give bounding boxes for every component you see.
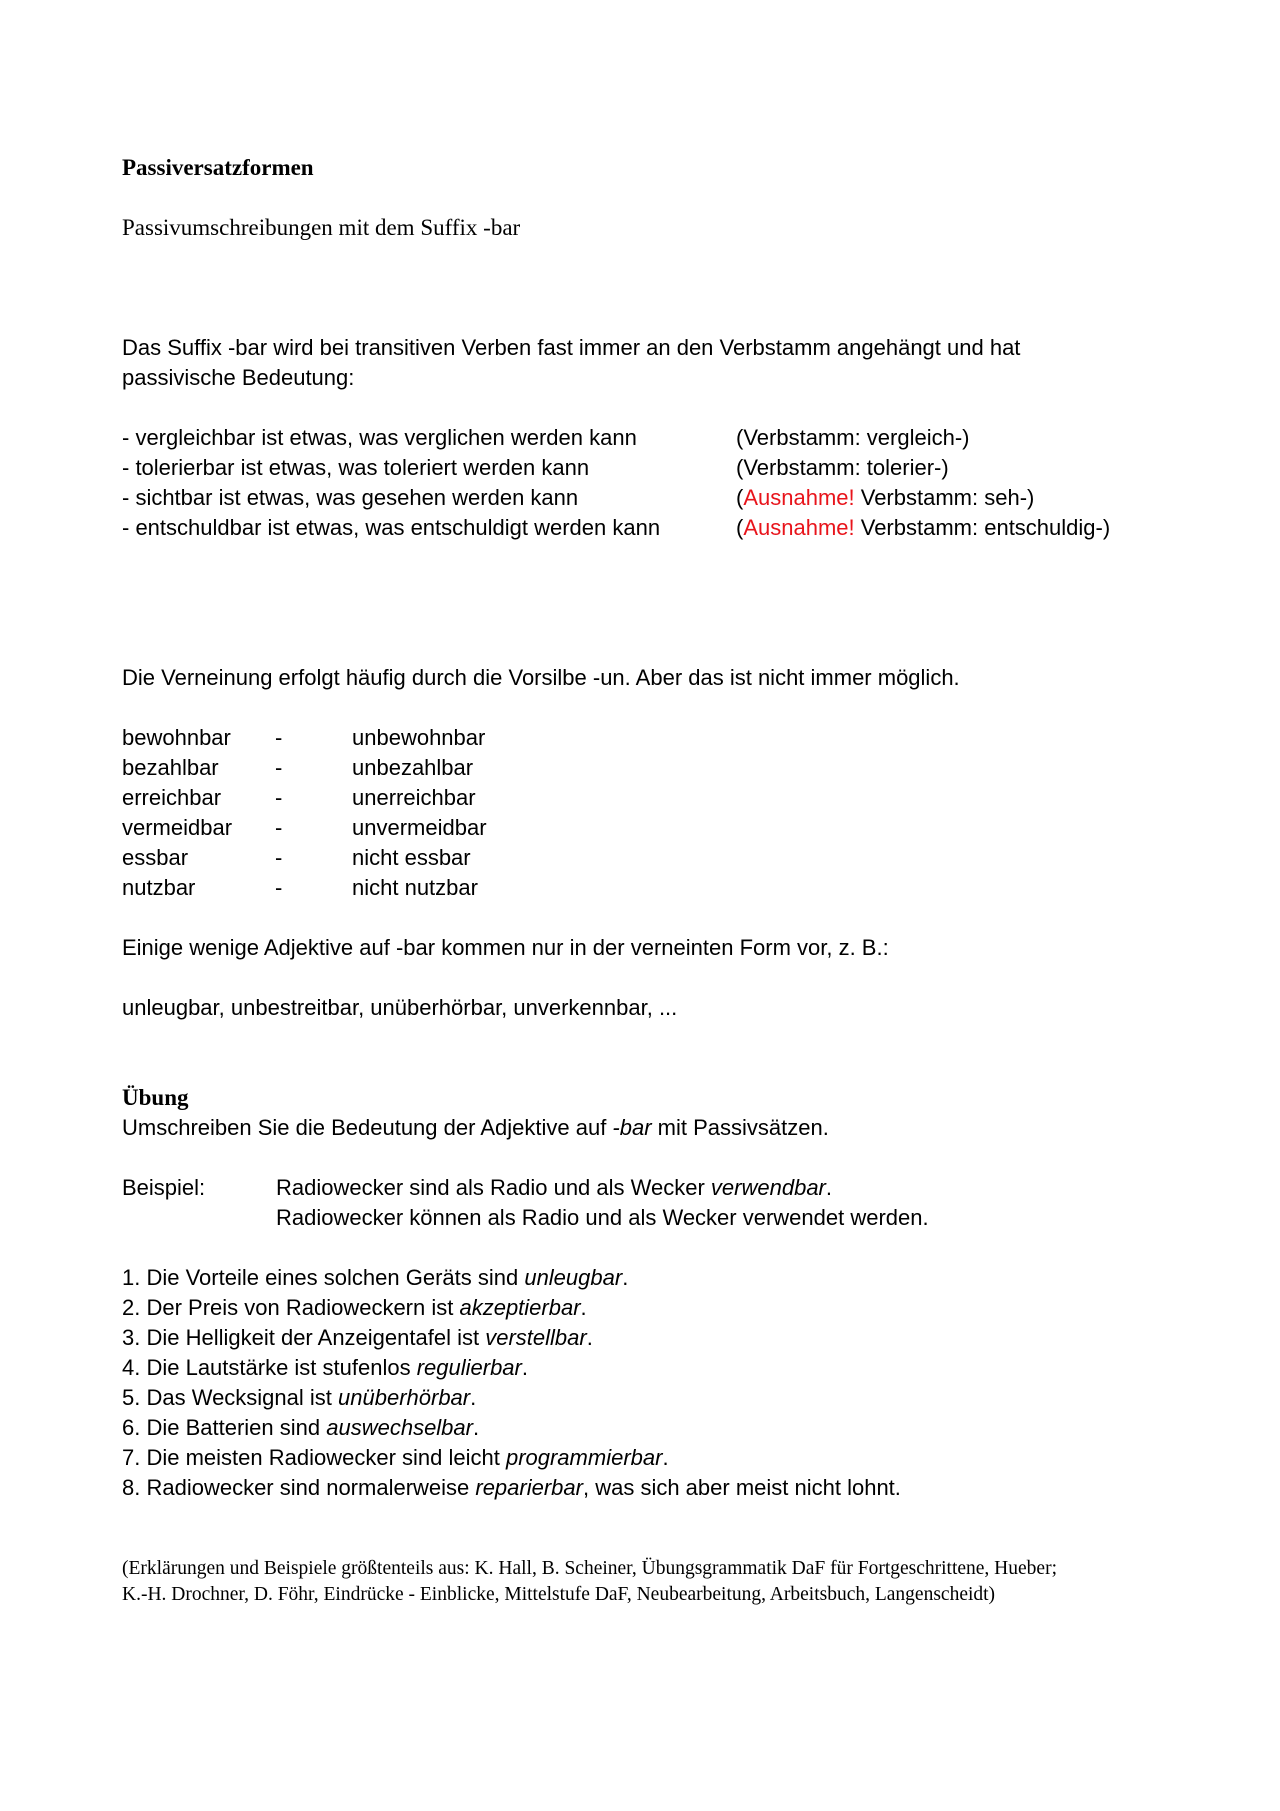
example-row (122, 513, 1162, 543)
intro-line-1: Das Suffix -bar wird bei transitiven Verben fast immer an den Verbstamm angehängt und hat (122, 335, 1021, 360)
exercise-item: 8. Radiowecker sind normalerweise reparierbar, was sich aber meist nicht lohnt. (122, 1475, 901, 1500)
example-text: - tolerierbar ist etwas, was toleriert werden kann (122, 455, 590, 480)
exercise-instruction: Umschreiben Sie die Bedeutung der Adjektive auf -bar mit Passivsätzen. (122, 1115, 829, 1140)
only-negated-list: unleugbar, unbestreitbar, unüberhörbar, unverkennbar, ... (122, 995, 678, 1020)
example-row (122, 423, 1162, 453)
exercise-item: 5. Das Wecksignal ist unüberhörbar. (122, 1385, 477, 1410)
exercise-heading: Übung (122, 1085, 189, 1110)
example-label: Beispiel: (122, 1175, 206, 1200)
example-stem-note: (Ausnahme! Verbstamm: seh-) (736, 485, 1035, 510)
exception-label: Ausnahme! (743, 515, 855, 540)
example-text: - vergleichbar ist etwas, was verglichen werden kann (122, 425, 637, 450)
negation-row: erreichbar - unerreichbar (122, 785, 476, 810)
exercise-item: 2. Der Preis von Radioweckern ist akzeptierbar. (122, 1295, 587, 1320)
exercise-item: 4. Die Lautstärke ist stufenlos regulierbar. (122, 1355, 528, 1380)
example-text: - sichtbar ist etwas, was gesehen werden kann (122, 485, 579, 510)
exercise-item: 1. Die Vorteile eines solchen Geräts sind unleugbar. (122, 1265, 629, 1290)
exercise-item: 3. Die Helligkeit der Anzeigentafel ist verstellbar. (122, 1325, 593, 1350)
document-subtitle: Passivumschreibungen mit dem Suffix -bar (122, 215, 521, 240)
exception-label: Ausnahme! (743, 485, 855, 510)
exercise-item: 7. Die meisten Radiowecker sind leicht programmierbar. (122, 1445, 669, 1470)
negation-row: bewohnbar - unbewohnbar (122, 725, 486, 750)
exercise-example (122, 1173, 1162, 1203)
only-negated-intro: Einige wenige Adjektive auf -bar kommen nur in der verneinten Form vor, z. B.: (122, 935, 889, 960)
example-row (122, 483, 1162, 513)
negation-row: essbar - nicht essbar (122, 845, 471, 870)
source-note-line-2: K.-H. Drochner, D. Föhr, Eindrücke - Einblicke, Mittelstufe DaF, Neubearbeitung, Arbeitsbuch, Langenscheidt) (122, 1584, 996, 1605)
example-stem-note: (Ausnahme! Verbstamm: entschuldig-) (736, 515, 1111, 540)
intro-line-2: passivische Bedeutung: (122, 365, 355, 390)
example-text: - entschuldbar ist etwas, was entschuldigt werden kann (122, 515, 661, 540)
exercise-item: 6. Die Batterien sind auswechselbar. (122, 1415, 480, 1440)
negation-intro: Die Verneinung erfolgt häufig durch die Vorsilbe -un. Aber das ist nicht immer möglich. (122, 665, 960, 690)
document-title: Passiversatzformen (122, 155, 314, 180)
negation-row: nutzbar - nicht nutzbar (122, 875, 478, 900)
example-stem-note: (Verbstamm: vergleich-) (736, 425, 970, 450)
negation-row: vermeidbar - unvermeidbar (122, 815, 487, 840)
source-note-line-1: (Erklärungen und Beispiele größtenteils aus: K. Hall, B. Scheiner, Übungsgrammatik DaF für Fortgeschrittene, Hueber; (122, 1558, 1057, 1579)
example-row (122, 453, 1162, 483)
example-sentence: Radiowecker sind als Radio und als Wecker verwendbar. (276, 1175, 832, 1200)
negation-row: bezahlbar - unbezahlbar (122, 755, 474, 780)
example-stem-note: (Verbstamm: tolerier-) (736, 455, 949, 480)
